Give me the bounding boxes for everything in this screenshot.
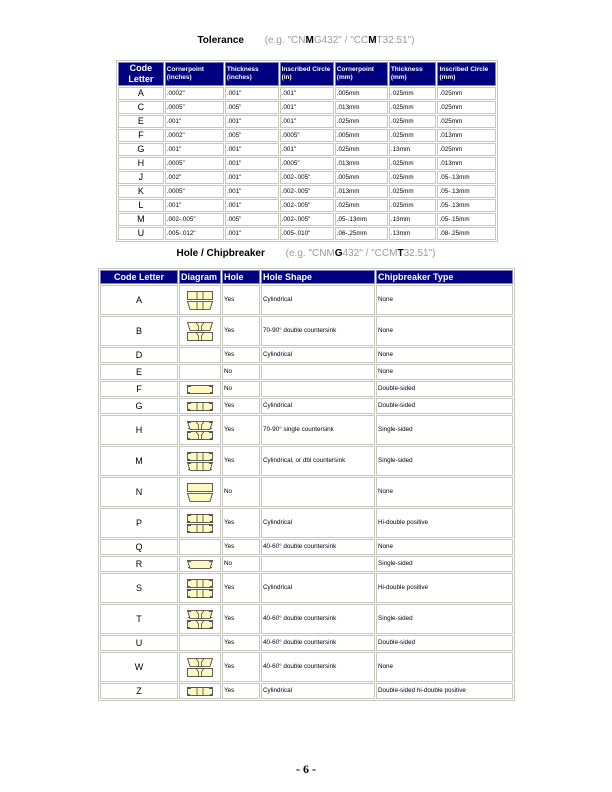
shape-cell: Cylindrical (261, 285, 375, 315)
table-cell: .0005" (280, 157, 334, 170)
table-cell: .025mm (389, 115, 437, 128)
code-letter: W (100, 652, 178, 682)
code-letter: F (100, 381, 178, 397)
hole-cell: Yes (222, 508, 260, 538)
shape-cell: 40-60° double countersink (261, 635, 375, 651)
hole-cell: Yes (222, 316, 260, 346)
shape-cell: 70-90° single countersink (261, 415, 375, 445)
shape-cell (261, 364, 375, 380)
table-row (100, 539, 513, 555)
insert-diagram-icon (180, 483, 220, 492)
table-row (100, 381, 513, 397)
table-cell: .13mm (389, 143, 437, 156)
hole-cell: No (222, 556, 260, 572)
column-header: Hole (222, 270, 260, 284)
table-cell: .13mm (389, 227, 437, 240)
code-letter: K (118, 185, 164, 198)
table-cell: .025mm (389, 171, 437, 184)
insert-diagram-icon (180, 322, 220, 331)
hole-cell: Yes (222, 604, 260, 634)
code-letter: M (118, 213, 164, 226)
diagram-cell (179, 381, 221, 397)
table-cell: .002-.005" (280, 199, 334, 212)
table-cell: .001" (280, 87, 334, 100)
table-cell: .005-.010" (280, 227, 334, 240)
tolerance-table (116, 60, 498, 242)
table-row (100, 347, 513, 363)
table-row (100, 508, 513, 538)
code-letter: D (100, 347, 178, 363)
code-letter: G (118, 143, 164, 156)
insert-diagram-icon (180, 402, 220, 411)
table-row (100, 683, 513, 699)
shape-cell (261, 381, 375, 397)
diagram-cell (179, 364, 221, 380)
table-row (118, 171, 496, 184)
table-row (118, 185, 496, 198)
column-header: Inscribed Circle (in) (280, 62, 334, 86)
table-row (118, 87, 496, 100)
table-row (118, 101, 496, 114)
chip-cell: Hi-double positive (376, 508, 513, 538)
code-letter: B (100, 316, 178, 346)
code-letter: E (118, 115, 164, 128)
table-cell: .013mm (335, 185, 388, 198)
chip-cell: None (376, 539, 513, 555)
chip-cell: None (376, 652, 513, 682)
table-cell: .0002" (165, 129, 224, 142)
diagram-cell (179, 683, 221, 699)
shape-cell: 40-60° double countersink (261, 604, 375, 634)
chip-cell: None (376, 316, 513, 346)
table-cell: .013mm (437, 129, 496, 142)
chip-cell: Double-sided (376, 635, 513, 651)
table-row (118, 143, 496, 156)
code-letter: U (100, 635, 178, 651)
code-letter: F (118, 129, 164, 142)
table-row (118, 157, 496, 170)
diagram-cell (179, 477, 221, 507)
table-cell: .001" (225, 115, 279, 128)
column-header: Thickness (inches) (225, 62, 279, 86)
table-row (100, 285, 513, 315)
diagram-cell (179, 285, 221, 315)
code-letter: Z (100, 683, 178, 699)
insert-diagram-icon (180, 524, 220, 533)
table-row (100, 652, 513, 682)
insert-diagram-icon (180, 462, 220, 471)
table-cell: .001" (225, 171, 279, 184)
table-cell: .025mm (437, 87, 496, 100)
table-cell: .13mm (389, 213, 437, 226)
table-cell: .001" (165, 115, 224, 128)
diagram-cell (179, 316, 221, 346)
insert-diagram-icon (180, 579, 220, 588)
insert-diagram-icon (180, 291, 220, 300)
table-cell: .005mm (335, 171, 388, 184)
table-row (100, 604, 513, 634)
code-letter: A (118, 87, 164, 100)
insert-diagram-icon (180, 385, 220, 394)
diagram-cell (179, 398, 221, 414)
diagram-cell (179, 635, 221, 651)
hole-cell: Yes (222, 446, 260, 476)
insert-diagram-icon (180, 514, 220, 523)
table-cell: .025mm (389, 129, 437, 142)
code-letter: S (100, 573, 178, 603)
table-cell: .025mm (335, 199, 388, 212)
shape-cell (261, 556, 375, 572)
table-cell: .0005" (280, 129, 334, 142)
table-cell: .05-.13mm (437, 185, 496, 198)
table-cell: .005mm (335, 87, 388, 100)
hole-cell: Yes (222, 398, 260, 414)
shape-cell: 70-90° double countersink (261, 316, 375, 346)
table-cell: .005" (225, 129, 279, 142)
hole-cell: Yes (222, 285, 260, 315)
code-letter: P (100, 508, 178, 538)
chip-cell: Double-sided hi-double positive (376, 683, 513, 699)
table-cell: .0005" (165, 157, 224, 170)
table-row (100, 477, 513, 507)
diagram-cell (179, 556, 221, 572)
page-number: - 6 - (296, 762, 316, 776)
diagram-cell (179, 508, 221, 538)
insert-diagram-icon (180, 301, 220, 310)
table-cell: .025mm (437, 143, 496, 156)
hole-cell: Yes (222, 635, 260, 651)
table-cell: .001" (280, 115, 334, 128)
chip-cell: Single-sided (376, 556, 513, 572)
column-header: Inscribed Circle (mm) (437, 62, 496, 86)
insert-diagram-icon (180, 589, 220, 598)
code-letter: H (118, 157, 164, 170)
hole-cell: Yes (222, 683, 260, 699)
diagram-cell (179, 539, 221, 555)
diagram-cell (179, 573, 221, 603)
insert-diagram-icon (180, 493, 220, 502)
table-cell: .0005" (165, 185, 224, 198)
code-letter: G (100, 398, 178, 414)
table-row (100, 398, 513, 414)
hole-cell: No (222, 381, 260, 397)
insert-diagram-icon (180, 452, 220, 461)
table-cell: .001" (225, 157, 279, 170)
code-letter: N (100, 477, 178, 507)
code-letter: Q (100, 539, 178, 555)
table-row (118, 199, 496, 212)
chip-cell: None (376, 285, 513, 315)
code-letter: M (100, 446, 178, 476)
table-row (100, 556, 513, 572)
hole-example: (e.g. "CNMG432" / "CCMT32.51") (285, 248, 436, 259)
table-cell: .001" (225, 199, 279, 212)
table-cell: .025mm (437, 101, 496, 114)
table-cell: .002-.005" (280, 171, 334, 184)
table-cell: .08-.25mm (437, 227, 496, 240)
insert-diagram-icon (180, 687, 220, 696)
insert-diagram-icon (180, 610, 220, 619)
table-cell: .025mm (437, 115, 496, 128)
diagram-cell (179, 652, 221, 682)
column-header: Diagram (179, 270, 221, 284)
hole-cell: Yes (222, 539, 260, 555)
shape-cell: Cylindrical (261, 398, 375, 414)
table-cell: .025mm (389, 199, 437, 212)
table-cell: .001" (225, 143, 279, 156)
table-cell: .002-.005" (280, 213, 334, 226)
table-cell: .001" (280, 143, 334, 156)
table-cell: .001" (225, 185, 279, 198)
chip-cell: None (376, 364, 513, 380)
chip-cell: Double-sided (376, 381, 513, 397)
shape-cell: Cylindrical (261, 573, 375, 603)
table-cell: .005mm (335, 129, 388, 142)
chip-cell: Single-sided (376, 415, 513, 445)
table-row (118, 227, 496, 240)
column-header: Code Letter (100, 270, 178, 284)
table-cell: .005" (225, 213, 279, 226)
table-cell: .05-.13mm (437, 171, 496, 184)
shape-cell: Cylindrical, or dbl countersink (261, 446, 375, 476)
column-header: Thickness (mm) (389, 62, 437, 86)
chip-cell: None (376, 477, 513, 507)
hole-cell: Yes (222, 573, 260, 603)
table-cell: .002-.005" (165, 213, 224, 226)
hole-chipbreaker-table (98, 268, 515, 701)
chip-cell: Single-sided (376, 446, 513, 476)
insert-diagram-icon (180, 421, 220, 430)
table-row (100, 415, 513, 445)
table-cell: .05-.13mm (437, 199, 496, 212)
table-cell: .001" (225, 227, 279, 240)
table-cell: .002" (165, 171, 224, 184)
table-row (100, 446, 513, 476)
table-cell: .001" (165, 199, 224, 212)
code-letter: E (100, 364, 178, 380)
tolerance-heading (0, 35, 612, 47)
insert-diagram-icon (180, 431, 220, 440)
table-cell: .005" (225, 101, 279, 114)
table-cell: .001" (280, 101, 334, 114)
table-row (118, 213, 496, 226)
table-cell: .013mm (437, 157, 496, 170)
hole-cell: Yes (222, 347, 260, 363)
hole-cell: Yes (222, 415, 260, 445)
diagram-cell (179, 604, 221, 634)
table-cell: .001" (165, 143, 224, 156)
table-cell: .025mm (389, 185, 437, 198)
table-cell: .005-.012" (165, 227, 224, 240)
hole-heading (0, 248, 612, 260)
column-header: Cornerpoint (inches) (165, 62, 224, 86)
table-cell: .0005" (165, 101, 224, 114)
table-cell: .0002" (165, 87, 224, 100)
insert-diagram-icon (180, 658, 220, 667)
chip-cell: None (376, 347, 513, 363)
code-letter: J (118, 171, 164, 184)
column-header: Hole Shape (261, 270, 375, 284)
code-letter: A (100, 285, 178, 315)
table-row (118, 115, 496, 128)
shape-cell: Cylindrical (261, 683, 375, 699)
hole-title: Hole / Chipbreaker (176, 248, 265, 259)
tolerance-title: Tolerance (197, 35, 244, 46)
table-row (118, 129, 496, 142)
table-cell: .013mm (335, 101, 388, 114)
table-cell: .013mm (335, 157, 388, 170)
hole-cell: No (222, 364, 260, 380)
table-row (100, 316, 513, 346)
table-row (100, 364, 513, 380)
code-letter: C (118, 101, 164, 114)
table-cell: .025mm (389, 101, 437, 114)
table-cell: .025mm (335, 115, 388, 128)
table-row (100, 573, 513, 603)
table-cell: .025mm (335, 143, 388, 156)
code-letter: L (118, 199, 164, 212)
table-cell: .05-.13mm (335, 213, 388, 226)
diagram-cell (179, 347, 221, 363)
column-header: Code Letter (118, 62, 164, 86)
chip-cell: Single-sided (376, 604, 513, 634)
table-cell: .001" (225, 87, 279, 100)
tolerance-example: (e.g. "CNMG432" / "CCMT32.51") (264, 35, 415, 46)
shape-cell: 40-60° double countersink (261, 652, 375, 682)
hole-cell: No (222, 477, 260, 507)
insert-diagram-icon (180, 620, 220, 629)
table-cell: .002-.005" (280, 185, 334, 198)
column-header: Cornerpoint (mm) (335, 62, 388, 86)
code-letter: R (100, 556, 178, 572)
code-letter: U (118, 227, 164, 240)
table-row (100, 635, 513, 651)
shape-cell: 40-60° double countersink (261, 539, 375, 555)
table-cell: .06-.25mm (335, 227, 388, 240)
code-letter: T (100, 604, 178, 634)
hole-cell: Yes (222, 652, 260, 682)
chip-cell: Double-sided (376, 398, 513, 414)
table-cell: .05-.15mm (437, 213, 496, 226)
shape-cell: Cylindrical (261, 347, 375, 363)
diagram-cell (179, 415, 221, 445)
insert-diagram-icon (180, 332, 220, 341)
shape-cell (261, 477, 375, 507)
table-cell: .025mm (389, 157, 437, 170)
column-header: Chipbreaker Type (376, 270, 513, 284)
insert-diagram-icon (180, 560, 220, 569)
insert-diagram-icon (180, 668, 220, 677)
table-cell: .025mm (389, 87, 437, 100)
shape-cell: Cylindrical (261, 508, 375, 538)
diagram-cell (179, 446, 221, 476)
chip-cell: Hi-double positive (376, 573, 513, 603)
code-letter: H (100, 415, 178, 445)
